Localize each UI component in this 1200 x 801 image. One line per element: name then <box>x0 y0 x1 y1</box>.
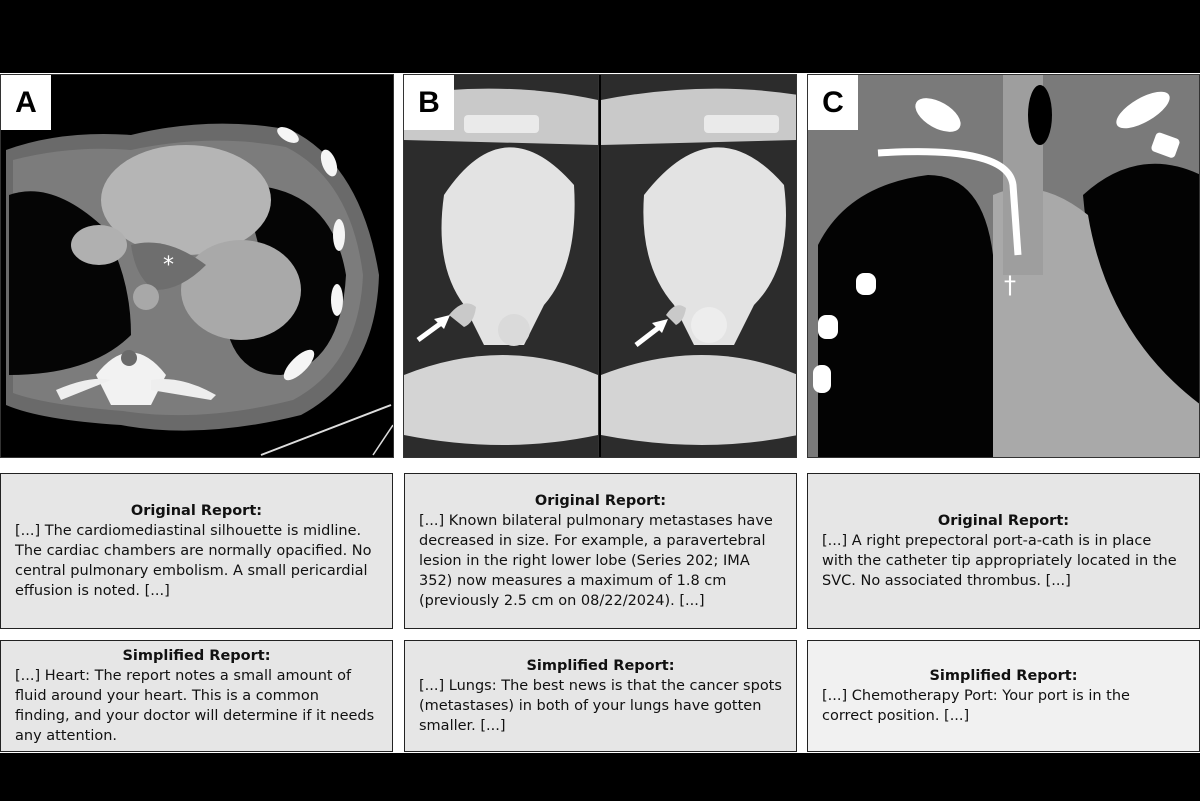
panel-c-simplified-report <box>807 640 1200 752</box>
simplified-report-text: [...] Chemotherapy Port: Your port is in the correct position. [...] <box>822 688 1130 724</box>
asterisk-marker: * <box>163 253 174 278</box>
original-report-title: Original Report: <box>534 493 667 509</box>
original-report-title: Original Report: <box>130 503 263 519</box>
simplified-report-title: Simplified Report: <box>122 648 271 664</box>
panel-a-label: A <box>1 75 51 130</box>
original-report-text: [...] A right prepectoral port-a-cath is in place with the catheter tip appropriately located in the SVC. No associated thrombus. [...] <box>822 533 1177 589</box>
panel-b-ct-image <box>403 74 797 458</box>
simplified-report-title: Simplified Report: <box>929 668 1078 684</box>
panel-b-original-report <box>404 473 797 629</box>
panel-b-simplified-report <box>404 640 797 752</box>
panel-a-original-report <box>0 473 393 629</box>
simplified-report-title: Simplified Report: <box>526 658 675 674</box>
panel-c-original-report <box>807 473 1200 629</box>
panel-a-ct-image <box>0 74 394 458</box>
dagger-marker: † <box>1004 271 1016 299</box>
simplified-report-text: [...] Lungs: The best news is that the cancer spots (metastases) in both of your lungs have gotten smaller. [...] <box>419 678 782 734</box>
panel-a-simplified-report <box>0 640 393 752</box>
follow-up-scan <box>601 75 797 458</box>
panel-c-ct-image <box>807 74 1200 458</box>
simplified-report-text: [...] Heart: The report notes a small amount of fluid around your heart. This is a common finding, and your doctor will determine if it needs any attention. <box>15 668 375 744</box>
coronal-ct-port-illustration <box>808 75 1200 458</box>
lung-ct-comparison-illustration <box>404 75 797 458</box>
axial-chest-ct-illustration <box>1 75 394 458</box>
panel-b-label: B <box>404 75 454 130</box>
original-report-text: [...] The cardiomediastinal silhouette is midline. The cardiac chambers are normally opacified. No central pulmonary embolism. A small pericardial effusion is noted. [...] <box>15 523 372 599</box>
panel-c-label: C <box>808 75 858 130</box>
original-report-title: Original Report: <box>937 513 1070 529</box>
prior-scan <box>404 75 598 458</box>
original-report-text: [...] Known bilateral pulmonary metastases have decreased in size. For example, a paravertebral lesion in the right lower lobe (Series 202; IMA 352) now measures a maximum of 1.8 cm (previously 2.5 cm on 08/22/2024). [...] <box>419 513 773 609</box>
